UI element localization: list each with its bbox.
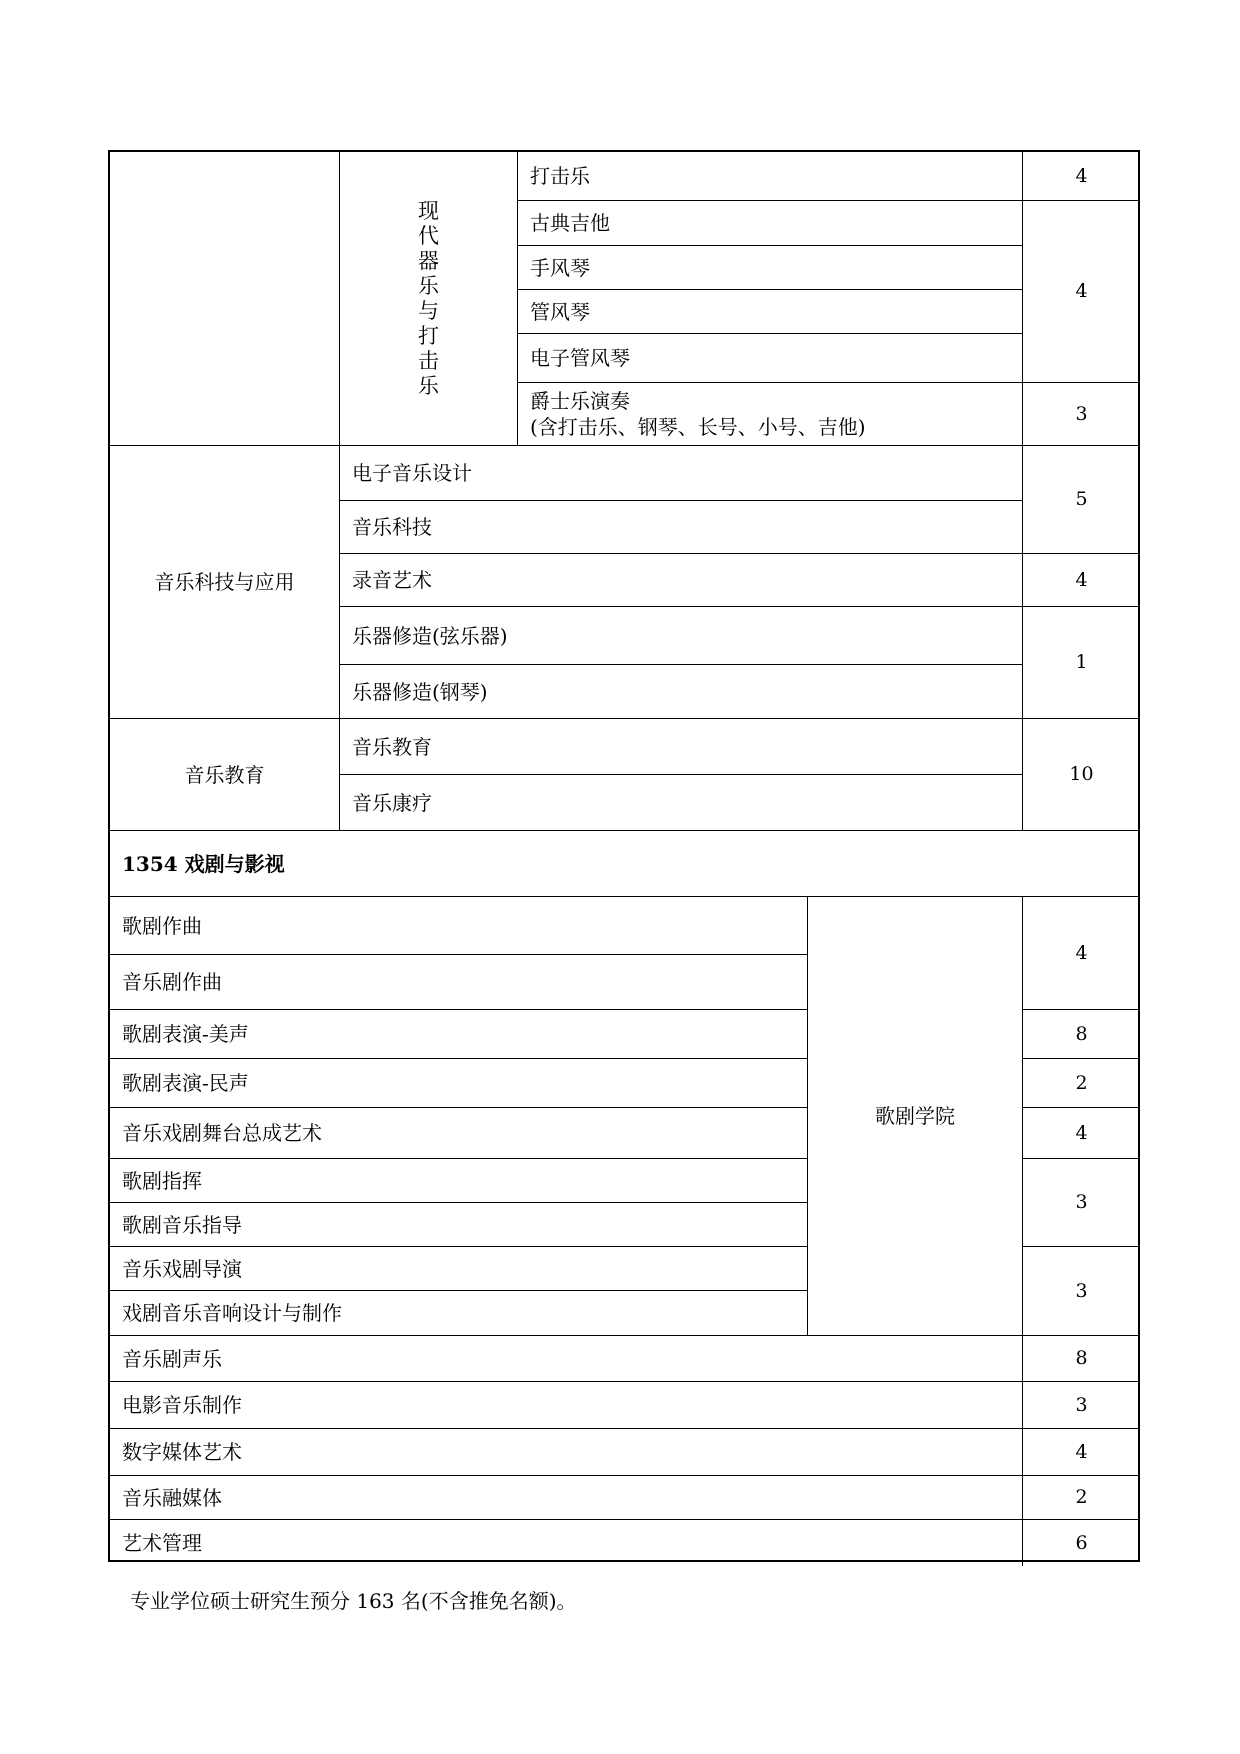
education-group-label: 音乐教育 — [110, 719, 340, 831]
program-sound-design: 戏剧音乐音响设计与制作 — [110, 1291, 808, 1336]
quota-value: 4 — [1023, 152, 1140, 201]
program-jazz — [518, 383, 1023, 446]
program-opera-conducting: 歌剧指挥 — [110, 1159, 808, 1203]
quota-value: 2 — [1023, 1059, 1140, 1108]
quota-value: 4 — [1023, 1429, 1140, 1476]
modern-instrument-group-label — [340, 152, 518, 446]
program-jazz-title: 爵士乐演奏 — [530, 389, 630, 413]
program-electronic-organ: 电子管风琴 — [518, 334, 1023, 383]
program-film-music: 电影音乐制作 — [110, 1382, 1023, 1429]
vertical-char: 击 — [418, 348, 439, 373]
section-title: 1354 戏剧与影视 — [110, 831, 1140, 897]
quota-value: 4 — [1023, 1108, 1140, 1159]
program-piano-making: 乐器修造(钢琴) — [340, 665, 1023, 719]
vertical-char: 乐 — [418, 273, 439, 298]
quota-value: 4 — [1023, 201, 1140, 383]
program-music-media: 音乐融媒体 — [110, 1476, 1023, 1520]
tech-group-label: 音乐科技与应用 — [110, 446, 340, 719]
quota-value: 4 — [1023, 554, 1140, 607]
quota-value: 6 — [1075, 1531, 1088, 1554]
program-percussion: 打击乐 — [518, 152, 1023, 201]
vertical-char: 乐 — [418, 373, 439, 398]
quota-value: 3 — [1023, 383, 1140, 446]
program-recording-arts: 录音艺术 — [340, 554, 1023, 607]
quota-value: 2 — [1023, 1476, 1140, 1520]
quota-value: 8 — [1023, 1336, 1140, 1382]
program-musical-vocal: 音乐剧声乐 — [110, 1336, 1023, 1382]
vertical-char: 与 — [418, 298, 439, 323]
vertical-char: 器 — [418, 248, 439, 273]
quota-value: 3 — [1023, 1247, 1140, 1336]
program-pipe-organ: 管风琴 — [518, 290, 1023, 334]
quota-value: 10 — [1023, 719, 1140, 831]
vertical-char: 打 — [418, 323, 439, 348]
vertical-char: 代 — [418, 223, 439, 248]
empty-cell — [110, 152, 340, 446]
program-arts-management: 艺术管理 — [110, 1520, 1023, 1566]
vertical-char: 现 — [418, 198, 439, 223]
program-accordion: 手风琴 — [518, 246, 1023, 290]
quota-value: 4 — [1023, 897, 1140, 1010]
program-opera-folk-voice: 歌剧表演-民声 — [110, 1059, 808, 1108]
program-music-therapy: 音乐康疗 — [340, 775, 1023, 831]
program-string-instrument-making: 乐器修造(弦乐器) — [340, 607, 1023, 665]
program-theatre-directing: 音乐戏剧导演 — [110, 1247, 808, 1291]
program-music-technology: 音乐科技 — [340, 501, 1023, 554]
program-opera-composition: 歌剧作曲 — [110, 897, 808, 955]
quota-value: 3 — [1023, 1382, 1140, 1429]
enrollment-table — [108, 150, 1140, 1562]
program-jazz-detail: (含打击乐、钢琴、长号、小号、吉他) — [530, 415, 866, 439]
quota-value: 8 — [1023, 1010, 1140, 1059]
footer-note: 专业学位硕士研究生预分 163 名(不含推免名额)。 — [130, 1589, 577, 1613]
program-opera-bel-canto: 歌剧表演-美声 — [110, 1010, 808, 1059]
program-musical-composition: 音乐剧作曲 — [110, 955, 808, 1010]
program-stage-arts: 音乐戏剧舞台总成艺术 — [110, 1108, 808, 1159]
quota-value: 1 — [1023, 607, 1140, 719]
program-electronic-music-design: 电子音乐设计 — [340, 446, 1023, 501]
opera-college-label: 歌剧学院 — [808, 897, 1023, 1336]
program-opera-coaching: 歌剧音乐指导 — [110, 1203, 808, 1247]
quota-value: 3 — [1023, 1159, 1140, 1247]
quota-value: 5 — [1023, 446, 1140, 554]
program-music-education: 音乐教育 — [340, 719, 1023, 775]
program-digital-media: 数字媒体艺术 — [110, 1429, 1023, 1476]
program-classical-guitar: 古典吉他 — [518, 201, 1023, 246]
